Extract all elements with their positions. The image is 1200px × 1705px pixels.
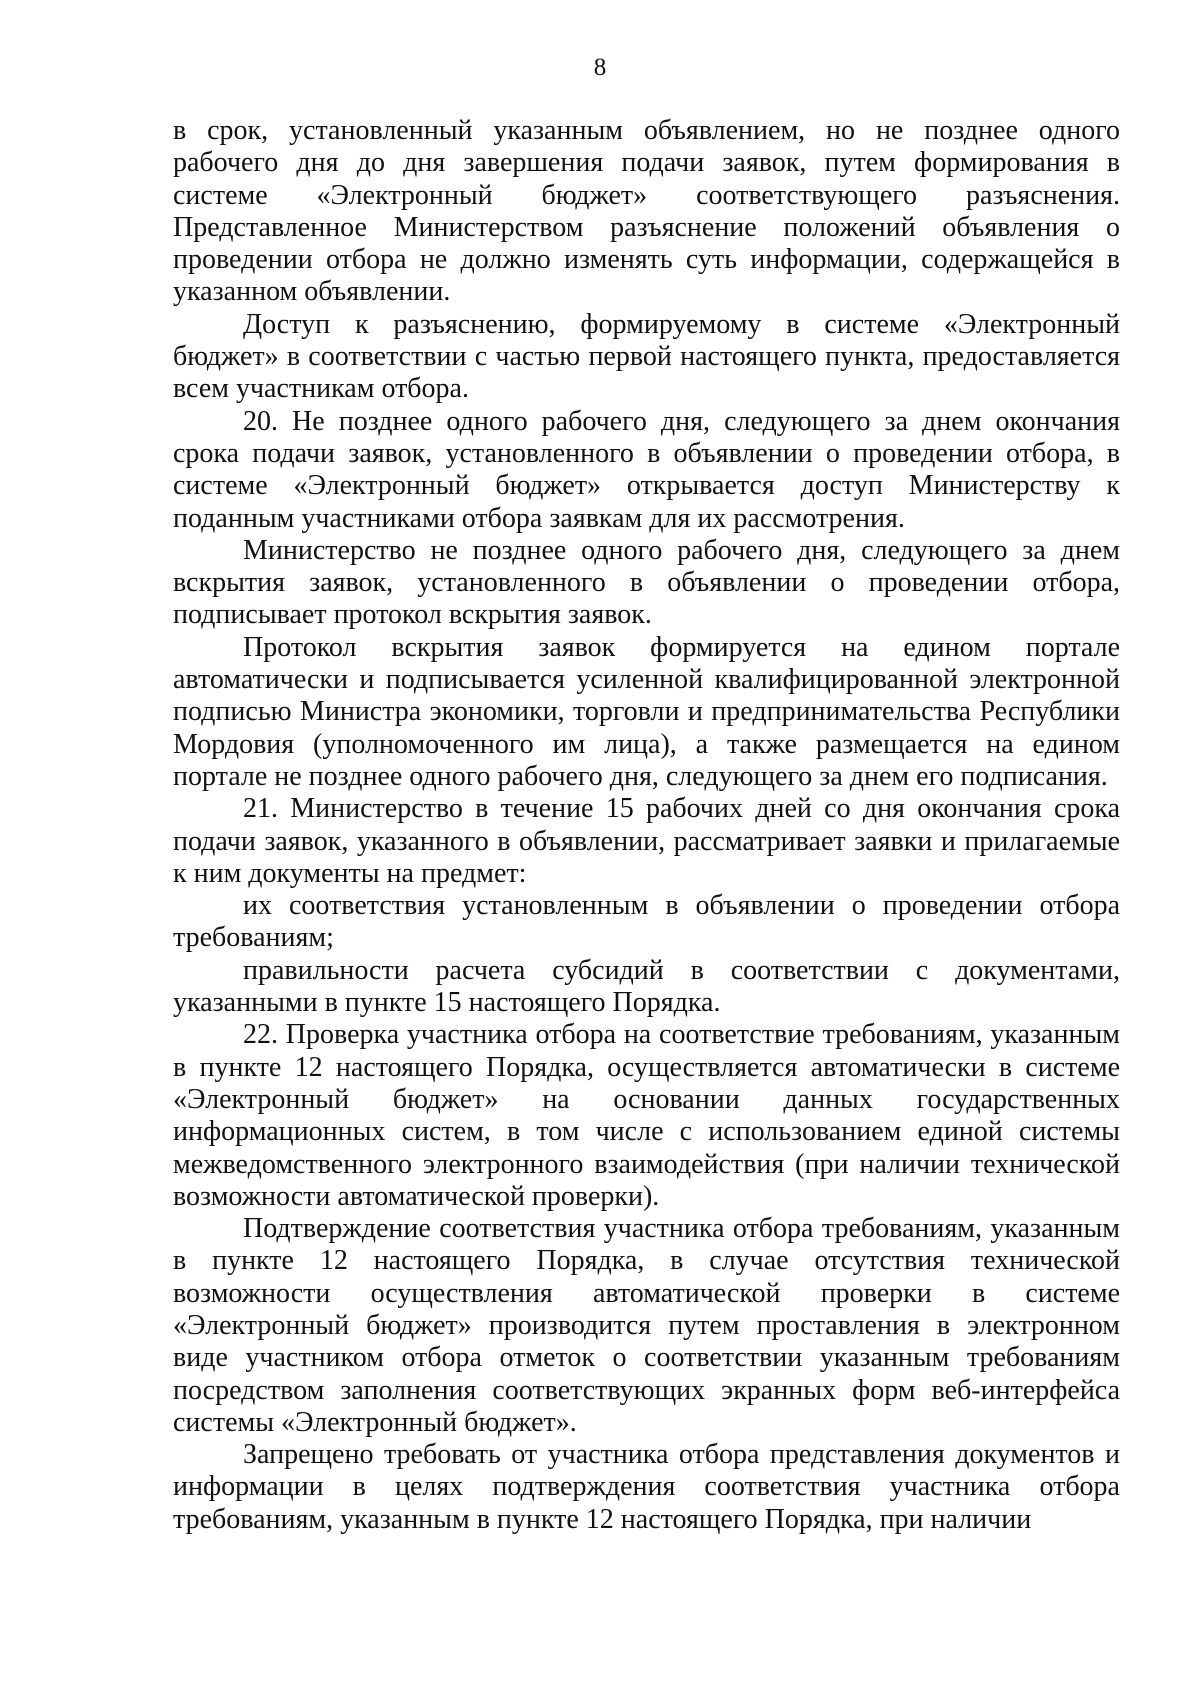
paragraph: правильности расчета субсидий в соответствии с документами, указанными в пункте 15 настоящего Порядка.: [173, 954, 1120, 1019]
paragraph-item-22: 22. Проверка участника отбора на соответствие требованиям, указанным в пункте 12 настоящего Порядка, осуществляется автоматически в системе «Электронный бюджет» на основании данных государственных информационных систем, в том числе с использованием единой системы межведомственного электронного взаимодействия (при наличии технической возможности автоматической проверки).: [173, 1019, 1120, 1212]
paragraph-item-20: 20. Не позднее одного рабочего дня, следующего за днем окончания срока подачи заявок, установленного в объявлении о проведении отбора, в системе «Электронный бюджет» открывается доступ Министерству к поданным участниками отбора заявкам для их рассмотрения.: [173, 405, 1120, 534]
page-number: 8: [593, 54, 607, 81]
document-body: [173, 115, 1120, 1536]
paragraph-item-21: 21. Министерство в течение 15 рабочих дней со дня окончания срока подачи заявок, указанного в объявлении, рассматривает заявки и прилагаемые к ним документы на предмет:: [173, 793, 1120, 889]
paragraph: Подтверждение соответствия участника отбора требованиям, указанным в пункте 12 настоящего Порядка, в случае отсутствия технической возможности осуществления автоматической проверки в системе «Электронный бюджет» производится путем проставления в электронном виде участником отбора отметок о соответствии указанным требованиям посредством заполнения соответствующих экранных форм веб-интерфейса системы «Электронный бюджет».: [173, 1213, 1120, 1438]
paragraph: Министерство не позднее одного рабочего дня, следующего за днем вскрытия заявок, установленного в объявлении о проведении отбора, подписывает протокол вскрытия заявок.: [173, 534, 1120, 631]
paragraph: Запрещено требовать от участника отбора представления документов и информации в целях подтверждения соответствия участника отбора требованиям, указанным в пункте 12 настоящего Порядка, при наличии: [173, 1439, 1120, 1535]
paragraph-continuation: в срок, установленный указанным объявлением, но не позднее одного рабочего дня до дня завершения подачи заявок, путем формирования в системе «Электронный бюджет» соответствующего разъяснения. Представленное Министерством разъяснение положений объявления о проведении отбора не должно изменять суть информации, содержащейся в указанном объявлении.: [173, 115, 1120, 308]
paragraph: их соответствия установленным в объявлении о проведении отбора требованиям;: [173, 890, 1120, 954]
paragraph: Доступ к разъяснению, формируемому в системе «Электронный бюджет» в соответствии с частью первой настоящего пункта, предоставляется всем участникам отбора.: [173, 308, 1120, 405]
paragraph: Протокол вскрытия заявок формируется на едином портале автоматически и подписывается усиленной квалифицированной электронной подписью Министра экономики, торговли и предпринимательства Республики Мордовия (уполномоченного им лица), а также размещается на едином портале не позднее одного рабочего дня, следующего за днем его подписания.: [173, 631, 1120, 792]
